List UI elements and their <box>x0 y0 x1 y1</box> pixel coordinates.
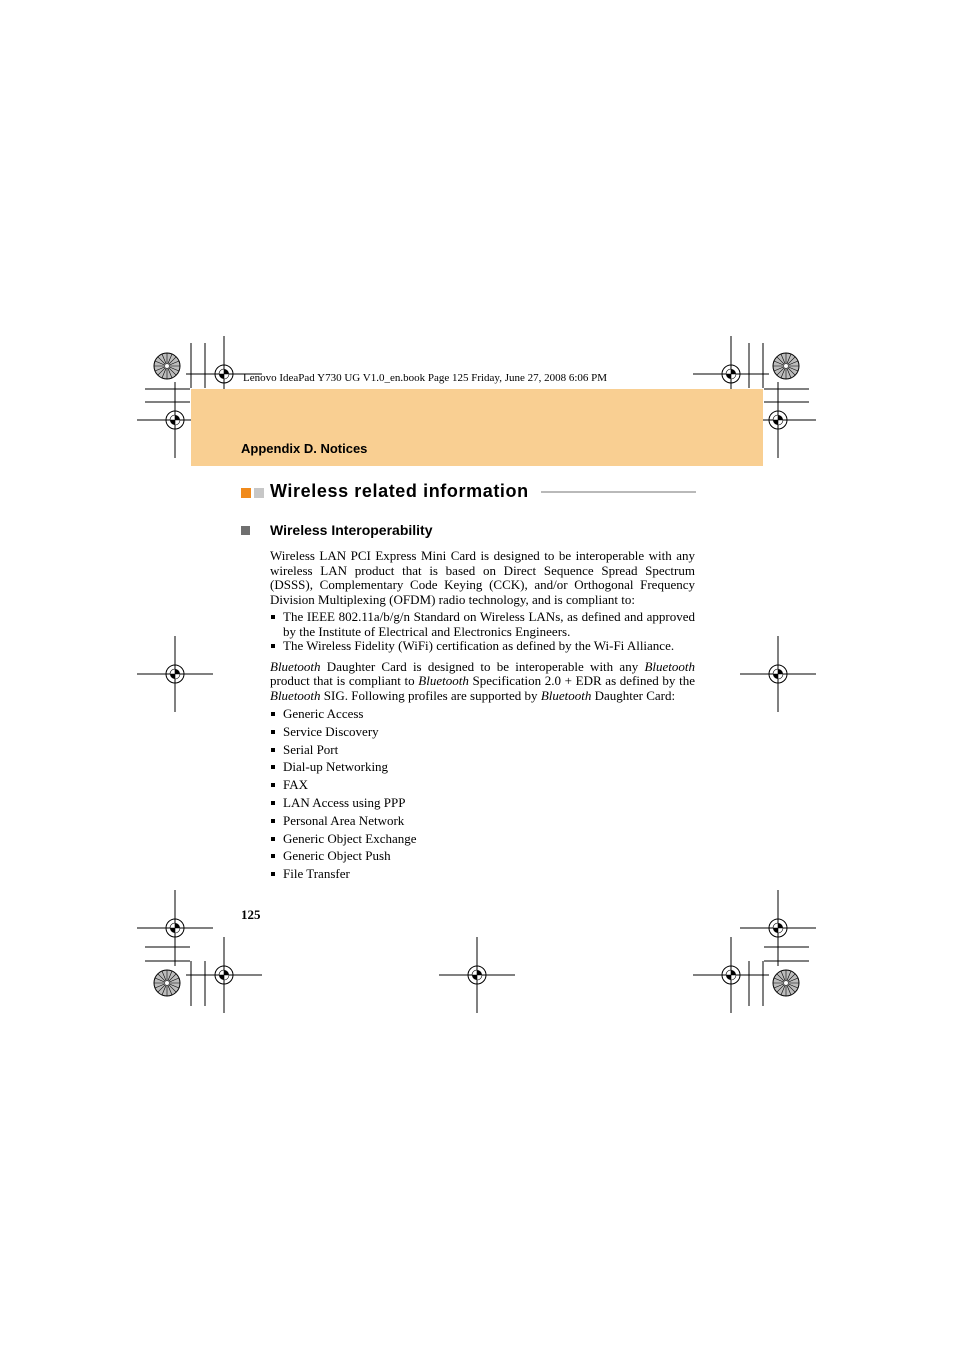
gray-square-icon <box>254 488 264 498</box>
orange-square-icon <box>241 488 251 498</box>
list-item: File Transfer <box>270 867 695 882</box>
standards-list <box>270 610 695 654</box>
list-item: Service Discovery <box>270 725 695 740</box>
page-number: 125 <box>241 907 261 922</box>
list-item: Generic Object Exchange <box>270 832 695 847</box>
intro-paragraph: Wireless LAN PCI Express Mini Card is designed to be interoperable with any wireless LAN product that is based on Direct Sequence Spread Spectrum (DSSS), Complementary Code Keying (CCK), and/or Orthogonal Frequency Division Multiplexing (OFDM) radio technology, and is compliant to: <box>270 548 695 607</box>
body-content <box>270 549 695 885</box>
section-rule <box>541 491 696 493</box>
list-item: LAN Access using PPP <box>270 796 695 811</box>
bluetooth-paragraph: Bluetooth Daughter Card is designed to be interoperable with any Bluetooth product that is compliant to Bluetooth Specification 2.0 + EDR as defined by the Bluetooth SIG. Following profiles are supported by Bluetooth Daughter Card: <box>270 658 695 703</box>
list-item: Generic Access <box>270 707 695 722</box>
list-item: Serial Port <box>270 743 695 758</box>
section-heading <box>241 481 696 503</box>
list-item: Dial-up Networking <box>270 760 695 775</box>
appendix-title: Appendix D. Notices <box>241 441 368 456</box>
subsection-title: Wireless Interoperability <box>270 522 433 538</box>
section-title: Wireless related information <box>270 481 529 501</box>
list-item: FAX <box>270 778 695 793</box>
list-item: The Wireless Fidelity (WiFi) certification as defined by the Wi-Fi Alliance. <box>270 639 695 654</box>
list-item: Personal Area Network <box>270 814 695 829</box>
profiles-list <box>270 707 695 882</box>
square-bullet-icon <box>241 526 250 535</box>
print-slug: Lenovo IdeaPad Y730 UG V1.0_en.book Page 125 Friday, June 27, 2008 6:06 PM <box>243 372 608 384</box>
list-item: The IEEE 802.11a/b/g/n Standard on Wireless LANs, as defined and approved by the Institute of Electrical and Electronics Engineers. <box>270 610 695 639</box>
list-item: Generic Object Push <box>270 849 695 864</box>
